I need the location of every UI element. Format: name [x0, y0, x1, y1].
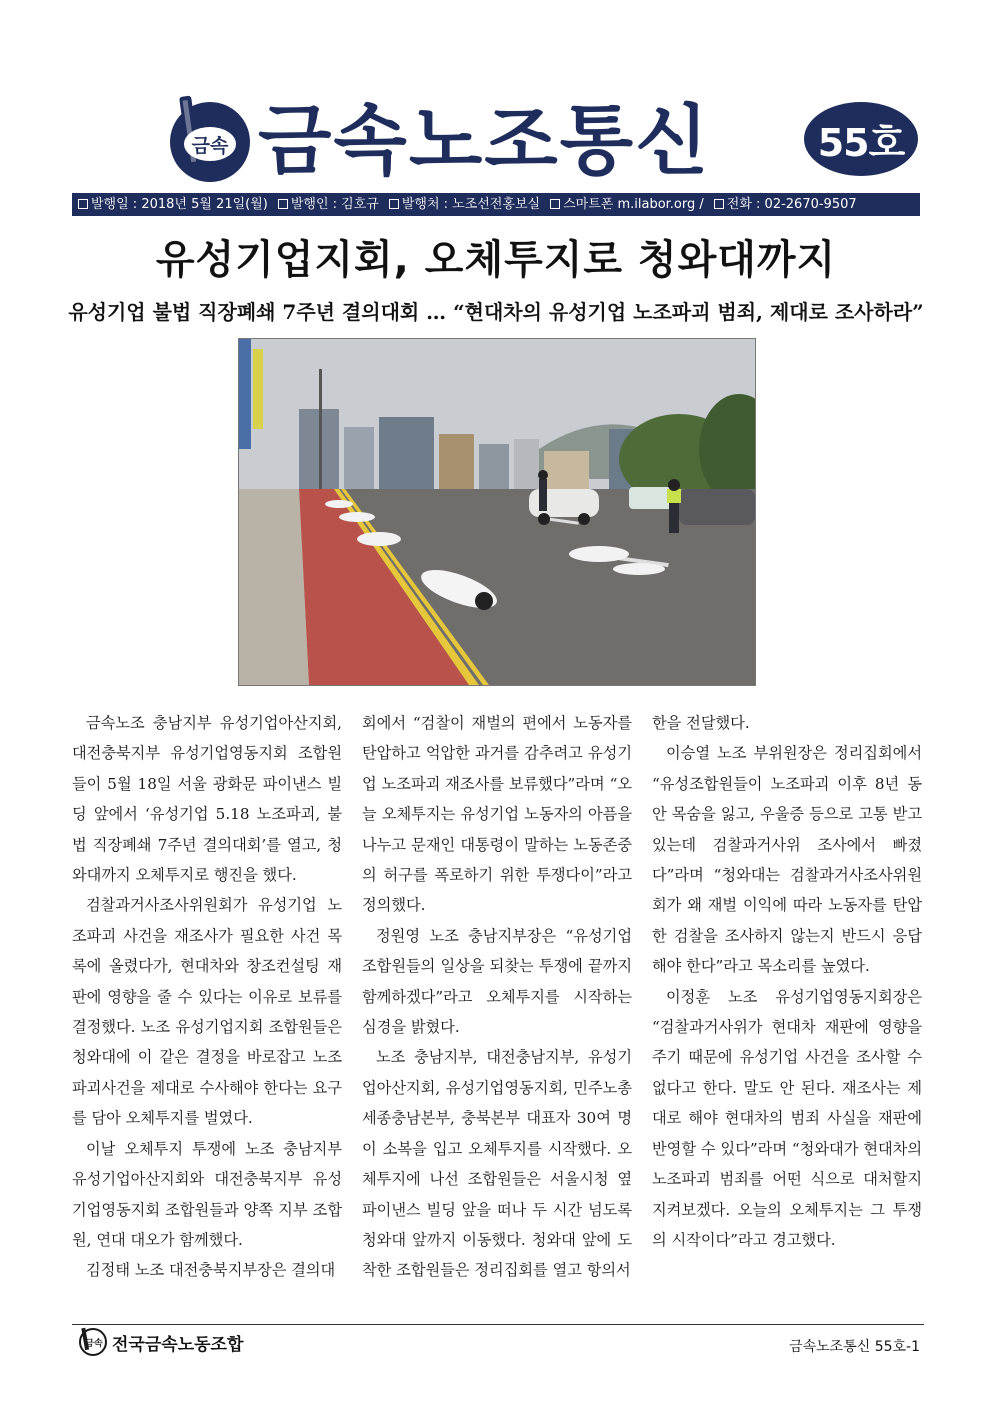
publication-info-bar	[72, 193, 920, 216]
info-phone-text: 전화 : 02-2670-9507	[726, 197, 857, 212]
info-office	[389, 193, 540, 216]
newspaper-title: 금속노조통신	[258, 96, 711, 185]
square-bullet-icon	[389, 199, 399, 209]
info-office-text: 발행처 : 노조선전홍보실	[401, 197, 541, 212]
info-publisher-text: 발행인 : 김호규	[290, 197, 379, 212]
issue-badge: 55호	[804, 102, 918, 176]
union-logo-icon	[78, 1326, 108, 1356]
footer-logo-label: 금속	[85, 1339, 103, 1349]
info-smartphone	[550, 193, 704, 216]
info-phone	[714, 193, 857, 216]
article-paragraph: 한을 전달했다.	[652, 714, 750, 732]
footer-divider	[72, 1324, 924, 1325]
square-bullet-icon	[78, 199, 88, 209]
protest-photo	[238, 338, 756, 686]
info-smartphone-text: 스마트폰 m.ilabor.org /	[563, 197, 704, 212]
article-paragraph: 이승열 노조 부위원장은 정리집회에서 “유성조합원들이 노조파괴 이후 8년 동안 목숨을 잃고, 우울증 등으로 고통 받고 있는데 검찰과거사위 조사에서 빠졌다”라며 “청와대는 검찰과거사조사위원회가 왜 재벌 이익에 따라 노동자를 탄압한 검찰을 조사하지 않는지 반드시 응답해야 한다”라고 목소리를 높였다.	[652, 744, 922, 976]
article-paragraph: 이날 오체투지 투쟁에 노조 충남지부 유성기업아산지회와 대전충북지부 유성기업영동지회 조합원들과 양쪽 지부 조합원, 연대 대오가 함께했다.	[72, 1139, 342, 1249]
article-paragraph: 김정태 노조 대전충북지부장은 결의대	[86, 1261, 336, 1280]
square-bullet-icon	[278, 199, 288, 209]
article-paragraph: 검찰과거사조사위원회가 유성기업 노조파괴 사건을 재조사가 필요한 사건 목록에 올렸다가, 현대차와 창조컨설팅 재판에 영향을 줄 수 있다는 이유로 보류를 결정했다. 노조 유성기업지회 조합원들은 청와대에 이 같은 결정을 바로잡고 노조파괴사건을 제대로 수사해야 한다는 요구를 담아 오체투지를 벌였다.	[72, 896, 342, 1128]
protest-photo-icon	[239, 339, 755, 685]
info-date	[78, 193, 268, 216]
union-fist-emblem-icon	[162, 92, 258, 188]
article-column-3	[652, 708, 922, 1255]
page-number: 금속노조통신 55호-1	[789, 1339, 920, 1355]
article-column-2	[362, 708, 632, 1286]
article-subheadline: 유성기업 불법 직장폐쇄 7주년 결의대회 … “현대차의 유성기업 노조파괴 범죄, 제대로 조사하라”	[68, 300, 924, 324]
article-column-1	[72, 708, 342, 1286]
info-publisher	[278, 193, 379, 216]
emblem-label: 금속	[191, 135, 229, 157]
square-bullet-icon	[550, 199, 560, 209]
article-body	[72, 708, 924, 1298]
article-paragraph: 회에서 “검찰이 재벌의 편에서 노동자를 탄압하고 억압한 과거를 감추려고 유성기업 노조파괴 재조사를 보류했다”라며 “오늘 오체투지는 유성기업 노동자의 아픔을 나누고 문재인 대통령이 말하는 노동존중의 허구를 폭로하기 위한 투쟁다이”라고 정의했다.	[362, 714, 632, 915]
article-paragraph: 정원영 노조 충남지부장은 “유성기업 조합원들의 일상을 되찾는 투쟁에 끝까지 함께하겠다”라고 오체투지를 시작하는 심경을 밝혔다.	[362, 926, 632, 1037]
footer-organization: 전국금속노동조합	[112, 1335, 244, 1355]
square-bullet-icon	[714, 199, 724, 209]
info-date-text: 발행일 : 2018년 5월 21일(월)	[91, 197, 268, 212]
article-headline: 유성기업지회, 오체투지로 청와대까지	[155, 237, 837, 283]
article-paragraph: 노조 충남지부, 대전충남지부, 유성기업아산지회, 유성기업영동지회, 민주노총 세종충남본부, 충북본부 대표자 30여 명이 소복을 입고 오체투지를 시작했다. 오체투지에 나선 조합원들은 서울시청 옆 파이낸스 빌딩 앞을 떠나 두 시간 넘도록 청와대 앞까지 이동했다. 청와대 앞에 도착한 조합원들은 정리집회를 열고 항의서	[362, 1048, 632, 1280]
masthead	[162, 92, 922, 192]
article-paragraph: 금속노조 충남지부 유성기업아산지회, 대전충북지부 유성기업영동지회 조합원들이 5월 18일 서울 광화문 파이낸스 빌딩 앞에서 ‘유성기업 5.18 노조파괴, 불법 직장폐쇄 7주년 결의대회’를 열고, 청와대까지 오체투지로 행진을 했다.	[72, 714, 342, 885]
article-paragraph: 이정훈 노조 유성기업영동지회장은 “검찰과거사위가 현대차 재판에 영향을 주기 때문에 유성기업 사건을 조사할 수 없다고 한다. 말도 안 된다. 재조사는 제대로 해야 현대차의 범죄 사실을 재판에 반영할 수 있다”라며 “청와대가 현대차의 노조파괴 범죄를 어떤 식으로 대처할지 지켜보겠다. 오늘의 오체투지는 그 투쟁의 시작이다”라고 경고했다.	[652, 987, 922, 1249]
